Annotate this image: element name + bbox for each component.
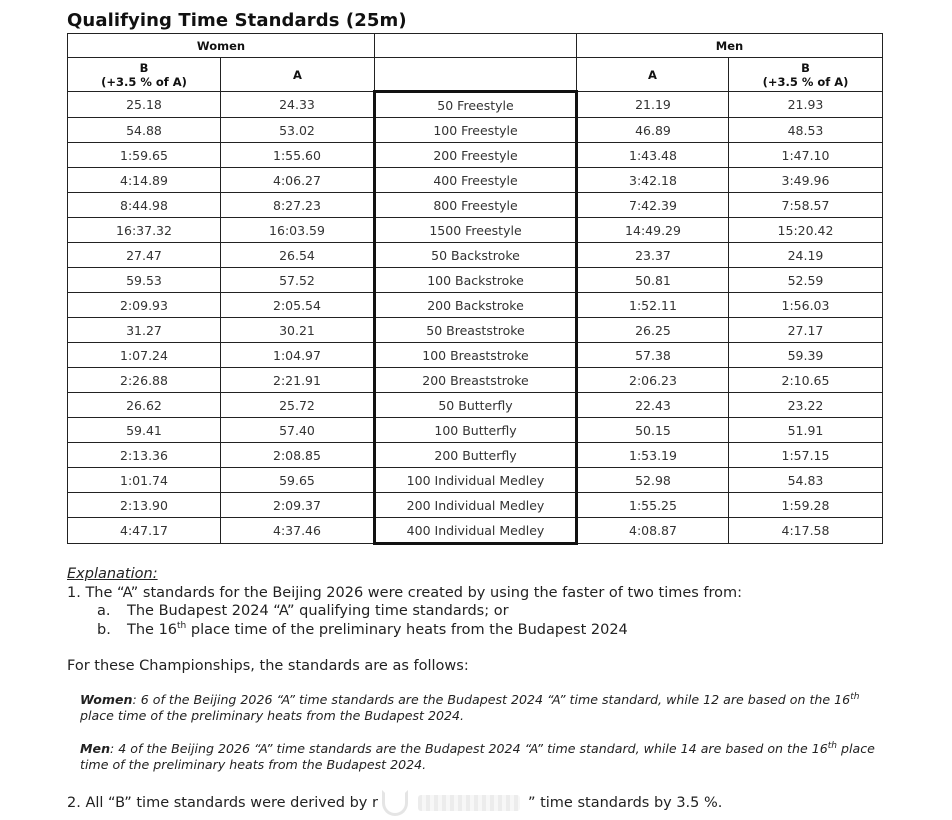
men-a-cell: 1:52.11	[577, 293, 729, 318]
men-a-cell: 7:42.39	[577, 193, 729, 218]
men-a-cell: 50.81	[577, 268, 729, 293]
table-row	[68, 318, 883, 343]
men-b-cell: 51.91	[729, 418, 883, 443]
men-note-text2: place time of the preliminary heats from the Budapest 2024.	[80, 740, 875, 772]
women-group-header: Women	[68, 34, 375, 58]
event-cell: 800 Freestyle	[375, 193, 577, 218]
event-cell: 50 Freestyle	[375, 92, 577, 118]
women-a-cell: 2:21.91	[221, 368, 375, 393]
table-row	[68, 518, 883, 544]
women-b-cell: 31.27	[68, 318, 221, 343]
table-row	[68, 118, 883, 143]
event-cell: 400 Individual Medley	[375, 518, 577, 544]
women-a-header: A	[221, 58, 375, 92]
table-row	[68, 243, 883, 268]
men-b-header	[729, 58, 883, 92]
event-cell: 100 Breaststroke	[375, 343, 577, 368]
women-b-cell: 2:26.88	[68, 368, 221, 393]
explanation-point-2	[67, 792, 897, 814]
women-a-cell: 4:06.27	[221, 168, 375, 193]
watermark-logo-icon	[382, 790, 408, 816]
table-row	[68, 343, 883, 368]
men-a-cell: 3:42.18	[577, 168, 729, 193]
women-b-cell: 54.88	[68, 118, 221, 143]
men-b-header-line2: (+3.5 % of A)	[762, 74, 849, 89]
men-b-cell: 54.83	[729, 468, 883, 493]
women-b-cell: 59.41	[68, 418, 221, 443]
women-a-cell: 25.72	[221, 393, 375, 418]
table-row	[68, 92, 883, 118]
women-a-cell: 30.21	[221, 318, 375, 343]
explanation-point-1b	[67, 621, 897, 640]
women-a-cell: 57.52	[221, 268, 375, 293]
table-row	[68, 168, 883, 193]
table-row	[68, 368, 883, 393]
women-a-cell: 57.40	[221, 418, 375, 443]
men-a-cell: 14:49.29	[577, 218, 729, 243]
men-note-text1: : 4 of the Beijing 2026 “A” time standards are the Budapest 2024 “A” time standard, while 14 are based on the 16	[110, 740, 828, 756]
women-a-cell: 1:04.97	[221, 343, 375, 368]
men-a-cell: 50.15	[577, 418, 729, 443]
event-header	[375, 58, 577, 92]
table-row	[68, 143, 883, 168]
men-b-cell: 52.59	[729, 268, 883, 293]
time-standards-table	[67, 33, 883, 545]
table-row	[68, 418, 883, 443]
column-header-row	[68, 58, 883, 92]
event-cell: 200 Butterfly	[375, 443, 577, 468]
men-b-cell: 4:17.58	[729, 518, 883, 544]
women-a-cell: 16:03.59	[221, 218, 375, 243]
table-row	[68, 443, 883, 468]
event-group-header	[375, 34, 577, 58]
page-title: Qualifying Time Standards (25m)	[67, 10, 407, 31]
men-b-cell: 15:20.42	[729, 218, 883, 243]
women-b-cell: 16:37.32	[68, 218, 221, 243]
women-b-cell: 8:44.98	[68, 193, 221, 218]
event-cell: 100 Individual Medley	[375, 468, 577, 493]
women-b-cell: 26.62	[68, 393, 221, 418]
women-b-cell: 2:13.36	[68, 443, 221, 468]
watermark-text-blur	[418, 795, 520, 811]
men-b-cell: 1:59.28	[729, 493, 883, 518]
women-a-cell: 53.02	[221, 118, 375, 143]
men-a-cell: 46.89	[577, 118, 729, 143]
event-cell: 1500 Freestyle	[375, 218, 577, 243]
women-b-cell: 4:14.89	[68, 168, 221, 193]
men-a-cell: 21.19	[577, 92, 729, 118]
point-1b-sup: th	[177, 620, 187, 631]
women-a-cell: 2:08.85	[221, 443, 375, 468]
event-cell: 200 Individual Medley	[375, 493, 577, 518]
table-row	[68, 193, 883, 218]
men-a-cell: 1:55.25	[577, 493, 729, 518]
men-b-cell: 48.53	[729, 118, 883, 143]
men-note	[80, 741, 885, 774]
women-a-cell: 1:55.60	[221, 143, 375, 168]
document-page	[67, 8, 897, 814]
men-b-header-line1: B	[801, 60, 810, 75]
event-cell: 100 Butterfly	[375, 418, 577, 443]
women-a-cell: 2:09.37	[221, 493, 375, 518]
men-b-cell: 3:49.96	[729, 168, 883, 193]
women-note-sup: th	[850, 691, 860, 702]
women-a-cell: 24.33	[221, 92, 375, 118]
women-note-text1: : 6 of the Beijing 2026 “A” time standards are the Budapest 2024 “A” time standard, while 12 are based on the 16	[132, 691, 851, 707]
men-b-cell: 2:10.65	[729, 368, 883, 393]
men-b-cell: 1:47.10	[729, 143, 883, 168]
men-note-sup: th	[827, 740, 837, 751]
explanation-section	[67, 565, 897, 814]
table-row	[68, 293, 883, 318]
men-a-cell: 57.38	[577, 343, 729, 368]
women-b-header	[68, 58, 221, 92]
event-cell: 400 Freestyle	[375, 168, 577, 193]
men-b-cell: 21.93	[729, 92, 883, 118]
women-b-cell: 59.53	[68, 268, 221, 293]
women-note-text2: place time of the preliminary heats from the Budapest 2024.	[80, 708, 465, 723]
women-b-header-line1: B	[139, 60, 149, 75]
table-body	[68, 92, 883, 544]
men-b-cell: 1:56.03	[729, 293, 883, 318]
women-a-cell: 2:05.54	[221, 293, 375, 318]
men-b-cell: 27.17	[729, 318, 883, 343]
men-b-cell: 24.19	[729, 243, 883, 268]
event-cell: 100 Backstroke	[375, 268, 577, 293]
point-2-pre: 2. All “B” time standards were derived by r	[67, 794, 378, 811]
explanation-heading: Explanation:	[67, 566, 158, 582]
men-a-cell: 26.25	[577, 318, 729, 343]
point-1b-text	[127, 621, 628, 640]
table-row	[68, 468, 883, 493]
men-b-cell: 59.39	[729, 343, 883, 368]
men-a-cell: 23.37	[577, 243, 729, 268]
women-b-cell: 1:01.74	[68, 468, 221, 493]
men-b-cell: 7:58.57	[729, 193, 883, 218]
women-a-cell: 26.54	[221, 243, 375, 268]
explanation-point-1: 1. The “A” standards for the Beijing 2026 were created by using the faster of two times from:	[67, 584, 743, 601]
men-a-cell: 1:43.48	[577, 143, 729, 168]
women-b-header-line2: (+3.5 % of A)	[101, 74, 187, 89]
event-cell: 200 Backstroke	[375, 293, 577, 318]
men-a-cell: 2:06.23	[577, 368, 729, 393]
women-a-cell: 59.65	[221, 468, 375, 493]
women-b-cell: 4:47.17	[68, 518, 221, 544]
women-b-cell: 1:59.65	[68, 143, 221, 168]
men-group-header: Men	[577, 34, 883, 58]
watermark-overlay	[378, 792, 528, 814]
event-cell: 50 Backstroke	[375, 243, 577, 268]
men-a-cell: 4:08.87	[577, 518, 729, 544]
event-cell: 50 Breaststroke	[375, 318, 577, 343]
women-a-cell: 8:27.23	[221, 193, 375, 218]
women-b-cell: 1:07.24	[68, 343, 221, 368]
explanation-point-1a	[67, 602, 897, 621]
group-header-row	[68, 34, 883, 58]
event-cell: 200 Freestyle	[375, 143, 577, 168]
women-note-label: Women	[80, 691, 133, 707]
table-row	[68, 493, 883, 518]
table-row	[68, 218, 883, 243]
championship-intro: For these Championships, the standards are as follows:	[67, 658, 469, 674]
event-cell: 200 Breaststroke	[375, 368, 577, 393]
men-a-header: A	[577, 58, 729, 92]
point-1a-label: a.	[97, 603, 111, 619]
point-1b-pre: The 16	[127, 621, 178, 638]
men-a-cell: 52.98	[577, 468, 729, 493]
women-note	[80, 692, 885, 725]
event-cell: 100 Freestyle	[375, 118, 577, 143]
women-b-cell: 27.47	[68, 243, 221, 268]
table-row	[68, 393, 883, 418]
men-b-cell: 1:57.15	[729, 443, 883, 468]
point-2-post: ” time standards by 3.5 %.	[527, 794, 723, 811]
table-row	[68, 268, 883, 293]
women-a-cell: 4:37.46	[221, 518, 375, 544]
men-a-cell: 1:53.19	[577, 443, 729, 468]
point-1a-text: The Budapest 2024 “A” qualifying time standards; or	[127, 603, 509, 619]
point-1b-label: b.	[97, 621, 111, 638]
women-b-cell: 25.18	[68, 92, 221, 118]
women-b-cell: 2:09.93	[68, 293, 221, 318]
women-b-cell: 2:13.90	[68, 493, 221, 518]
event-cell: 50 Butterfly	[375, 393, 577, 418]
men-a-cell: 22.43	[577, 393, 729, 418]
men-b-cell: 23.22	[729, 393, 883, 418]
men-note-label: Men	[80, 740, 111, 756]
point-1b-post: place time of the preliminary heats from the Budapest 2024	[186, 621, 628, 638]
